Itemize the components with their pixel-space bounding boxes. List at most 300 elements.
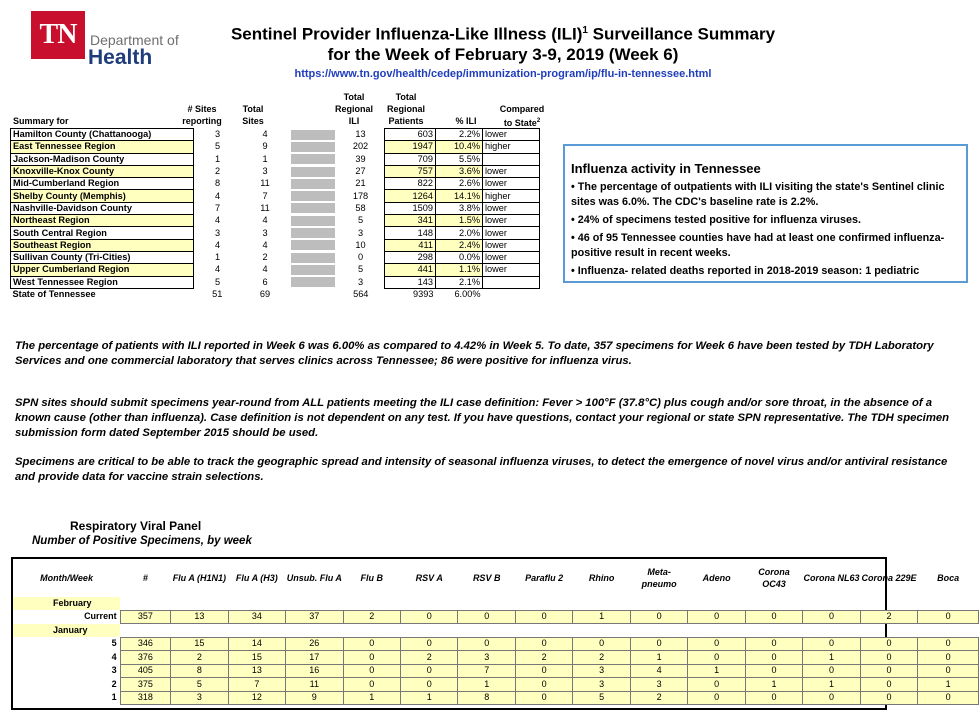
total-sites-cell: 11	[260, 178, 270, 189]
rvp-value-cell: 15	[171, 637, 228, 651]
week-label: 2	[111, 678, 117, 689]
pct-ili-cell: 14.1%	[436, 190, 483, 202]
sites-reporting-cell: 1	[214, 252, 221, 263]
grey-spacer-cell	[289, 141, 337, 153]
sites-reporting-cell: 4	[214, 190, 221, 201]
week-label: 4	[111, 651, 117, 662]
rvp-data-row	[13, 691, 979, 705]
total-sites-cell: 2	[262, 252, 268, 263]
rvp-value-cell: 0	[803, 691, 860, 705]
rvp-value-cell: 3	[171, 691, 228, 705]
regional-patients-cell: 148	[385, 227, 436, 239]
pct-ili-cell: 0.0%	[436, 251, 483, 263]
rvp-column-header: Adeno	[702, 573, 731, 583]
week-label: Current	[84, 611, 117, 622]
ili-table-row	[11, 251, 540, 263]
rvp-value-cell: 9	[286, 691, 343, 705]
empty-cell	[918, 624, 979, 638]
empty-cell	[343, 597, 400, 610]
rvp-value-cell: 0	[343, 678, 400, 692]
rvp-value-cell: 15	[228, 651, 285, 665]
grey-spacer-cell	[289, 251, 337, 263]
regional-patients-cell: 411	[385, 239, 436, 251]
ili-table-row	[11, 227, 540, 239]
header-summary-for: Summary for	[13, 116, 69, 126]
regional-patients-cell: 757	[385, 165, 436, 177]
rvp-value-cell: 0	[918, 637, 979, 651]
sites-reporting-cell: 7	[214, 202, 221, 213]
activity-bullet: • The percentage of outpatients with ILI visiting the state's Sentinel clinic sites was 6.0%. The CDC's baseline rate is 2.2%.	[571, 181, 945, 208]
header-total-regional-patients: Total Regional Patients	[386, 92, 425, 126]
compared-cell: lower	[483, 129, 540, 141]
rvp-value-cell: 1	[803, 651, 860, 665]
rvp-value-cell: 0	[860, 678, 917, 692]
rvp-value-cell: 12	[228, 691, 285, 705]
regional-patients-cell: 143	[385, 276, 436, 288]
empty-cell	[171, 624, 228, 638]
grey-spacer-cell	[289, 165, 337, 177]
rvp-value-cell: 1	[343, 691, 400, 705]
source-link[interactable]: https://www.tn.gov/health/cedep/immunization-program/ip/flu-in-tennessee.html	[294, 68, 712, 80]
grey-block	[291, 228, 335, 238]
pct-ili-cell: 2.0%	[436, 227, 483, 239]
regional-ili-cell: 39	[355, 153, 366, 164]
rvp-column-header: Flu A (H1N1)	[172, 573, 227, 583]
rvp-column-header: #	[142, 573, 148, 583]
rvp-value-cell: 16	[286, 664, 343, 678]
region-name: Northeast Region	[11, 215, 194, 227]
empty-cell	[918, 597, 979, 610]
rvp-value-cell: 0	[688, 610, 745, 624]
rvp-value-cell: 318	[120, 691, 171, 705]
rvp-value-cell: 4	[630, 664, 687, 678]
regional-ili-cell: 5	[357, 215, 364, 226]
state-reporting: 51	[212, 288, 223, 299]
rvp-value-cell: 3	[458, 651, 515, 665]
state-compared	[483, 288, 540, 300]
state-name: State of Tennessee	[12, 289, 96, 299]
grey-block	[291, 167, 335, 177]
grey-block	[291, 265, 335, 275]
regional-patients-cell: 822	[385, 178, 436, 190]
region-name: South Central Region	[11, 227, 194, 239]
rvp-value-cell: 0	[918, 664, 979, 678]
rvp-header-row	[13, 559, 979, 597]
sites-reporting-cell: 4	[214, 239, 221, 250]
grey-block	[291, 179, 335, 189]
rvp-value-cell: 0	[745, 651, 802, 665]
rvp-value-cell: 3	[573, 664, 630, 678]
ili-table-row	[11, 276, 540, 288]
empty-cell	[630, 624, 687, 638]
ili-table-row	[11, 264, 540, 276]
total-sites-cell: 9	[262, 141, 268, 152]
regional-ili-cell: 13	[355, 129, 366, 140]
regional-patients-cell: 1264	[385, 190, 436, 202]
empty-cell	[860, 624, 917, 638]
pct-ili-cell: 2.4%	[436, 239, 483, 251]
empty-cell	[458, 597, 515, 610]
rvp-value-cell: 0	[803, 637, 860, 651]
rvp-column-header: Paraflu 2	[525, 573, 564, 583]
rvp-value-cell: 3	[630, 678, 687, 692]
rvp-value-cell: 0	[630, 610, 687, 624]
activity-bullet: • 24% of specimens tested positive for influenza viruses.	[571, 214, 861, 226]
state-patients: 9393	[413, 289, 434, 299]
grey-spacer-cell	[289, 215, 337, 227]
pct-ili-cell: 2.6%	[436, 178, 483, 190]
week-summary-paragraph: The percentage of patients with ILI reported in Week 6 was 6.00% as compared to 4.42% in Week 5. To date, 357 specimens for Week 6 have been tested by TDH Laboratory Services and one commercial laboratory that serves clinics across Tennessee; 86 were positive for influenza virus.	[15, 340, 934, 367]
rvp-value-cell: 1	[573, 610, 630, 624]
rvp-column-header: RSV B	[472, 573, 501, 583]
header-pct-ili: % ILI	[455, 116, 477, 126]
grey-spacer-cell	[289, 129, 337, 141]
rvp-value-cell: 2	[860, 610, 917, 624]
empty-cell	[228, 624, 285, 638]
rvp-value-cell: 0	[688, 651, 745, 665]
compared-cell: higher	[483, 190, 540, 202]
empty-cell	[458, 624, 515, 638]
sites-reporting-cell: 3	[214, 129, 221, 140]
rvp-value-cell: 0	[688, 678, 745, 692]
empty-cell	[860, 597, 917, 610]
page-subtitle: for the Week of February 3-9, 2019 (Week 6)	[327, 45, 679, 64]
sites-reporting-cell: 8	[214, 178, 221, 189]
month-label: January	[13, 624, 120, 638]
rvp-value-cell: 0	[515, 610, 572, 624]
rvp-value-cell: 13	[171, 610, 228, 624]
rvp-value-cell: 34	[228, 610, 285, 624]
state-ili: 564	[353, 288, 369, 299]
rvp-value-cell: 11	[286, 678, 343, 692]
region-name: Nashville-Davidson County	[11, 202, 194, 214]
compared-cell: lower	[483, 202, 540, 214]
total-sites-cell: 3	[262, 166, 268, 177]
case-definition-paragraph: SPN sites should submit specimens year-round from ALL patients meeting the ILI case definition: Fever > 100°F (37.8°C) plus cough and/or sore throat, in the absence of a known cause (other than influenza). Case definition is not dependent on any test. If you have questions, contact your regional or state SPN representative. The TDH specimen submission form dated September 2015 should be used.	[15, 397, 950, 439]
ili-table-row	[11, 129, 540, 141]
rvp-value-cell: 1	[401, 691, 458, 705]
page-title: Sentinel Provider Influenza-Like Illness (ILI)$^1$ Surveillance Summary	[230, 24, 776, 44]
header-sites-reporting: # Sites reporting	[182, 104, 222, 126]
rvp-value-cell: 5	[171, 678, 228, 692]
region-name: Southeast Region	[11, 239, 194, 251]
empty-cell	[120, 597, 171, 610]
grey-block	[291, 191, 335, 201]
regional-patients-cell: 603	[385, 129, 436, 141]
rvp-value-cell: 0	[918, 691, 979, 705]
total-sites-cell: 6	[262, 276, 268, 287]
grey-spacer-cell	[289, 276, 337, 288]
sites-reporting-cell: 2	[214, 166, 221, 177]
grey-block	[291, 277, 335, 287]
region-name: Knoxville-Knox County	[11, 165, 194, 177]
empty-cell	[573, 597, 630, 610]
rvp-value-cell: 0	[343, 651, 400, 665]
compared-cell: lower	[483, 239, 540, 251]
compared-cell	[483, 276, 540, 288]
compared-cell: higher	[483, 141, 540, 153]
rvp-value-cell: 0	[343, 664, 400, 678]
rvp-value-cell: 0	[860, 651, 917, 665]
pct-ili-cell: 2.2%	[436, 129, 483, 141]
rvp-column-header: Meta-pneumo	[641, 567, 677, 589]
empty-cell	[803, 624, 860, 638]
compared-cell: lower	[483, 264, 540, 276]
rvp-value-cell: 17	[286, 651, 343, 665]
compared-cell: lower	[483, 178, 540, 190]
rvp-value-cell: 13	[228, 664, 285, 678]
rvp-column-header: Corona NL63	[803, 573, 860, 583]
rvp-value-cell: 2	[343, 610, 400, 624]
regional-ili-cell: 3	[357, 227, 364, 238]
empty-cell	[515, 597, 572, 610]
state-sites: 69	[259, 288, 271, 299]
rvp-value-cell: 0	[515, 637, 572, 651]
empty-cell	[515, 624, 572, 638]
rvp-subtitle: Number of Positive Specimens, by week	[32, 535, 252, 547]
rvp-value-cell: 1	[745, 678, 802, 692]
ili-table-row	[11, 153, 540, 165]
rvp-value-cell: 0	[401, 610, 458, 624]
rvp-value-cell: 8	[171, 664, 228, 678]
rvp-month-row	[13, 597, 979, 610]
regional-patients-cell: 298	[385, 251, 436, 263]
rvp-value-cell: 0	[860, 691, 917, 705]
sites-reporting-cell: 5	[214, 276, 221, 287]
rvp-column-header: Rhino	[588, 573, 615, 583]
logo-department-text: Department of	[90, 32, 179, 48]
grey-spacer-cell	[289, 202, 337, 214]
ili-table-row	[11, 190, 540, 202]
rvp-value-cell: 0	[515, 664, 572, 678]
logo-health-text: Health	[88, 46, 153, 69]
rvp-value-cell: 0	[803, 664, 860, 678]
rvp-value-cell: 8	[458, 691, 515, 705]
regional-ili-cell: 58	[355, 202, 366, 213]
rvp-value-cell: 2	[573, 651, 630, 665]
rvp-value-cell: 0	[630, 637, 687, 651]
empty-cell	[688, 624, 745, 638]
rvp-month-row	[13, 624, 979, 638]
pct-ili-cell: 10.4%	[436, 141, 483, 153]
rvp-value-cell: 37	[286, 610, 343, 624]
pct-ili-cell: 2.1%	[436, 276, 483, 288]
week-label: 3	[111, 665, 117, 676]
grey-spacer-cell	[289, 264, 337, 276]
rvp-column-header: Boca	[937, 573, 960, 583]
ili-state-row	[11, 288, 540, 300]
empty-cell	[228, 597, 285, 610]
rvp-column-header: RSV A	[415, 573, 443, 583]
rvp-value-cell: 0	[515, 691, 572, 705]
empty-cell	[286, 624, 343, 638]
region-name: Upper Cumberland Region	[11, 264, 194, 276]
total-sites-cell: 11	[260, 202, 270, 213]
state-pct: 6.00%	[454, 289, 481, 299]
rvp-value-cell: 2	[630, 691, 687, 705]
rvp-value-cell: 0	[401, 664, 458, 678]
empty-cell	[401, 624, 458, 638]
pct-ili-cell: 1.5%	[436, 215, 483, 227]
ili-table-row	[11, 165, 540, 177]
region-name: Shelby County (Memphis)	[11, 190, 194, 202]
rvp-data-row	[13, 651, 979, 665]
state-spacer	[289, 288, 337, 300]
rvp-column-header: Month/Week	[40, 573, 93, 583]
rvp-value-cell: 14	[228, 637, 285, 651]
rvp-value-cell: 0	[745, 637, 802, 651]
region-name: West Tennessee Region	[11, 276, 194, 288]
rvp-value-cell: 0	[918, 651, 979, 665]
empty-cell	[630, 597, 687, 610]
influenza-activity-box	[563, 144, 968, 283]
rvp-title: Respiratory Viral Panel	[70, 519, 202, 533]
pct-ili-cell: 1.1%	[436, 264, 483, 276]
rvp-value-cell: 2	[515, 651, 572, 665]
rvp-value-cell: 1	[630, 651, 687, 665]
grey-block	[291, 253, 335, 263]
rvp-value-cell: 0	[343, 637, 400, 651]
rvp-value-cell: 1	[803, 678, 860, 692]
rvp-value-cell: 1	[918, 678, 979, 692]
rvp-value-cell: 5	[573, 691, 630, 705]
regional-patients-cell: 1947	[385, 141, 436, 153]
rvp-data-row	[13, 678, 979, 692]
month-label: February	[13, 597, 120, 610]
grey-spacer-cell	[289, 190, 337, 202]
rvp-value-cell: 7	[458, 664, 515, 678]
grey-spacer-cell	[289, 153, 337, 165]
compared-cell: lower	[483, 251, 540, 263]
regional-ili-cell: 27	[355, 166, 366, 177]
total-sites-cell: 3	[262, 227, 268, 238]
header-total-sites: Total Sites	[242, 104, 264, 126]
grey-block	[291, 142, 335, 152]
rvp-value-cell: 0	[745, 610, 802, 624]
rvp-value-cell: 357	[120, 610, 171, 624]
empty-cell	[573, 624, 630, 638]
pct-ili-cell: 3.6%	[436, 165, 483, 177]
rvp-value-cell: 375	[120, 678, 171, 692]
region-name: Jackson-Madison County	[11, 153, 194, 165]
rvp-data-row	[13, 610, 979, 624]
week-label: 1	[111, 692, 117, 703]
header-total-regional-ili: Total Regional ILI	[334, 92, 373, 126]
ili-table-row	[11, 178, 540, 190]
specimens-paragraph: Specimens are critical to be able to track the geographic spread and intensity of seasonal influenza viruses, to detect the emergence of novel virus and/or antiviral resistance and provide data for vaccine strain selections.	[15, 456, 948, 483]
ili-table-row	[11, 215, 540, 227]
region-name: East Tennessee Region	[11, 141, 194, 153]
regional-ili-cell: 21	[355, 178, 366, 189]
header-compared: Compared to State$^2$	[499, 104, 545, 128]
rvp-value-cell: 2	[401, 651, 458, 665]
pct-ili-cell: 3.8%	[436, 202, 483, 214]
rvp-value-cell: 0	[745, 664, 802, 678]
rvp-value-cell: 0	[458, 610, 515, 624]
empty-cell	[688, 597, 745, 610]
rvp-column-header: Unsub. Flu A	[286, 573, 342, 583]
grey-spacer-cell	[289, 227, 337, 239]
grey-block	[291, 240, 335, 250]
rvp-value-cell: 0	[688, 637, 745, 651]
compared-cell: lower	[483, 215, 540, 227]
region-name: Mid-Cumberland Region	[11, 178, 194, 190]
regional-ili-cell: 178	[352, 190, 369, 201]
rvp-value-cell: 2	[171, 651, 228, 665]
empty-cell	[286, 597, 343, 610]
empty-cell	[171, 597, 228, 610]
rvp-value-cell: 0	[918, 610, 979, 624]
region-name: Sullivan County (Tri-Cities)	[11, 251, 194, 263]
regional-ili-cell: 10	[355, 239, 366, 250]
empty-cell	[120, 624, 171, 638]
grey-spacer-cell	[289, 239, 337, 251]
rvp-value-cell: 1	[688, 664, 745, 678]
regional-patients-cell: 709	[385, 153, 436, 165]
regional-ili-cell: 3	[357, 276, 364, 287]
rvp-value-cell: 376	[120, 651, 171, 665]
rvp-value-cell: 0	[515, 678, 572, 692]
rvp-value-cell: 0	[401, 678, 458, 692]
activity-bullet: • 46 of 95 Tennessee counties have had at least one confirmed influenza-positive result in recent weeks.	[571, 232, 945, 259]
rvp-value-cell: 0	[860, 637, 917, 651]
grey-block	[291, 203, 335, 213]
rvp-value-cell: 0	[401, 637, 458, 651]
ili-table-row	[11, 202, 540, 214]
regional-patients-cell: 1509	[385, 202, 436, 214]
week-label: 5	[111, 638, 117, 649]
ili-summary-table	[10, 128, 540, 300]
empty-cell	[401, 597, 458, 610]
sites-reporting-cell: 3	[214, 227, 221, 238]
regional-ili-cell: 5	[357, 264, 364, 275]
rvp-value-cell: 346	[120, 637, 171, 651]
rvp-value-cell: 0	[573, 637, 630, 651]
total-sites-cell: 4	[262, 129, 268, 140]
sites-reporting-cell: 5	[214, 141, 221, 152]
rvp-column-header: Flu A (H3)	[235, 573, 278, 583]
sites-reporting-cell: 4	[214, 264, 221, 275]
rvp-data-row	[13, 664, 979, 678]
ili-table-row	[11, 239, 540, 251]
tn-logo-mark: TN	[31, 11, 85, 59]
ili-table-row	[11, 141, 540, 153]
regional-ili-cell: 0	[357, 252, 364, 263]
empty-cell	[745, 624, 802, 638]
rvp-value-cell: 1	[458, 678, 515, 692]
rvp-value-cell: 0	[745, 691, 802, 705]
total-sites-cell: 4	[262, 239, 268, 250]
activity-bullet: • Influenza- related deaths reported in 2018-2019 season: 1 pediatric	[571, 265, 920, 277]
grey-block	[291, 216, 335, 226]
compared-cell: lower	[483, 165, 540, 177]
total-sites-cell: 4	[262, 264, 268, 275]
compared-cell	[483, 153, 540, 165]
grey-block	[291, 154, 335, 164]
grey-block	[291, 130, 335, 140]
regional-patients-cell: 441	[385, 264, 436, 276]
activity-box-title: Influenza activity in Tennessee	[571, 161, 761, 176]
rvp-column-header: Flu B	[360, 573, 384, 583]
grey-spacer-cell	[289, 178, 337, 190]
total-sites-cell: 4	[262, 215, 268, 226]
sites-reporting-cell: 1	[214, 153, 221, 164]
rvp-value-cell: 7	[228, 678, 285, 692]
empty-cell	[745, 597, 802, 610]
compared-cell: lower	[483, 227, 540, 239]
total-sites-cell: 7	[262, 190, 268, 201]
rvp-value-cell: 0	[860, 664, 917, 678]
